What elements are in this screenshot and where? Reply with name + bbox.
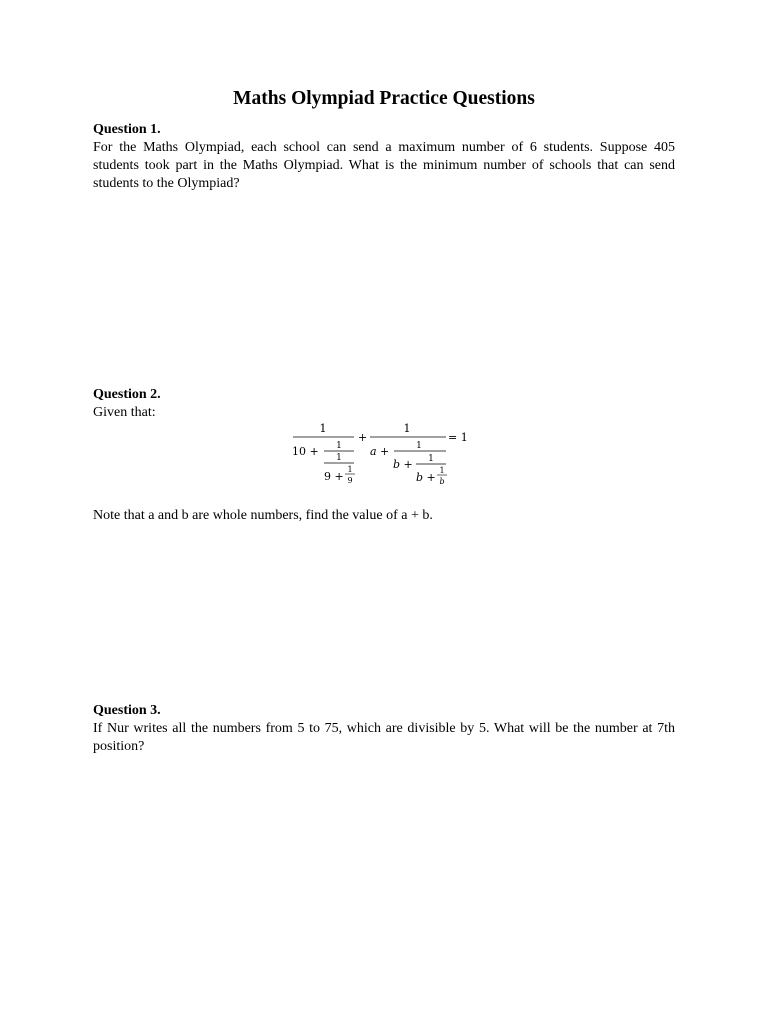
- question-2-intro: Given that:: [93, 405, 156, 420]
- question-1-text: For the Maths Olympiad, each school can send a maximum number of 6 students. Suppose 405 students took part in the Maths Olympiad. What is the minimum number of schools that can send students to the Olympiad?: [93, 140, 675, 191]
- left-nested-one: 1: [336, 453, 342, 463]
- left-inner-denominator: 9: [347, 476, 353, 485]
- equals-one: = 1: [448, 431, 468, 444]
- continued-fraction-equation: [280, 418, 480, 493]
- right-third-numerator: 1: [428, 454, 434, 464]
- right-second-term: b +: [393, 458, 413, 471]
- question-2-heading: Question 2.: [93, 387, 161, 402]
- left-numerator: 1: [319, 422, 327, 435]
- left-first-term: 10 +: [292, 445, 319, 458]
- left-nested-term: 9 +: [324, 470, 344, 483]
- question-3-heading: Question 3.: [93, 703, 161, 718]
- right-inner-numerator: 1: [439, 466, 445, 475]
- right-inner-denominator: b: [439, 477, 445, 486]
- document-title: Maths Olympiad Practice Questions: [233, 88, 535, 109]
- right-numerator: 1: [403, 422, 411, 435]
- right-first-term: a +: [370, 445, 390, 458]
- right-third-term: b +: [416, 471, 436, 484]
- right-second-numerator: 1: [416, 441, 422, 451]
- question-1: [93, 121, 675, 193]
- left-inner-numerator: 1: [347, 465, 353, 474]
- question-1-heading: Question 1.: [93, 122, 161, 137]
- plus-sign: +: [358, 431, 368, 444]
- left-nested-numerator: 1: [336, 441, 342, 451]
- question-3-text: If Nur writes all the numbers from 5 to 75, which are divisible by 5. What will be the number at 7th position?: [93, 721, 675, 754]
- question-2: [93, 386, 675, 422]
- question-3: [93, 702, 675, 756]
- question-2-note: Note that a and b are whole numbers, find the value of a + b.: [93, 508, 433, 523]
